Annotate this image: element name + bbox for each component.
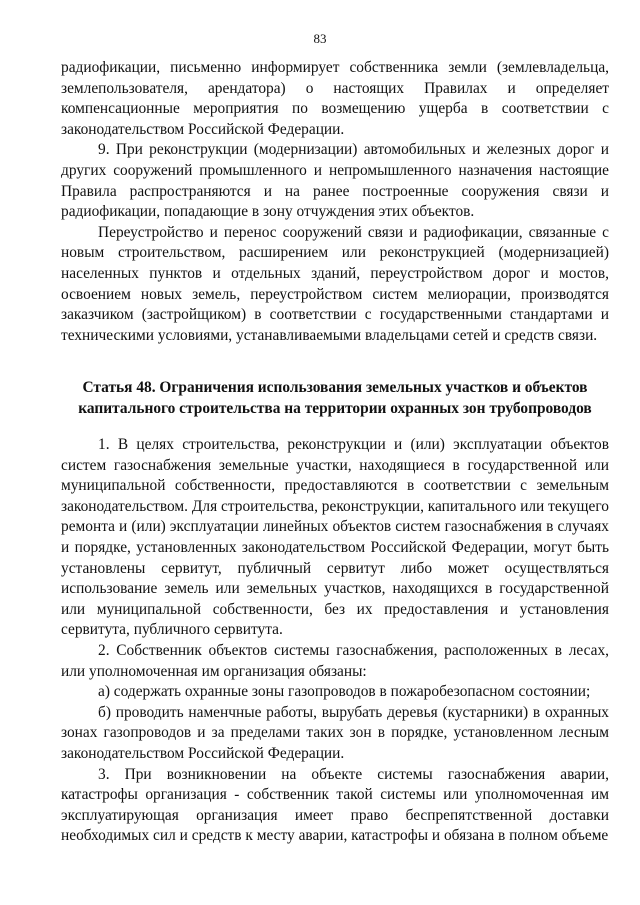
article-heading-line1: Статья 48. Ограничения использования земельных участков и объектов xyxy=(82,379,588,396)
article-heading-line2: капитального строительства на территории охранных зон трубопроводов xyxy=(78,399,592,417)
article-paragraph-2b: б) проводить наменчные работы, вырубать деревья (кустарники) в охранных зонах газопроводов и за пределами таких зон в порядке, установленном лесным законодательством Российской Федерации. xyxy=(61,703,609,762)
article-paragraph-1: 1. В целях строительства, реконструкции и (или) эксплуатации объектов систем газоснабжения земельные участки, находящиеся в государственной или муниципальной собственности, предоставляются в соответствии с земельным законодательством. Для строительства, реконструкции, капитального или текущего ремонта и (или) эксплуатации линейных объектов систем газоснабжения в случаях и порядке, установленных законодательством Российской Федерации, могут быть установлены сервитут, публичный сервитут либо может осуществляться использование земель или земельных участков, находящихся в государственной или муниципальной собственности, без их предоставления и установления сервитута, публичного сервитута. xyxy=(61,436,609,639)
paragraph-continuation: радиофикации, письменно информирует собственника земли (землевладельца, землепользователя, арендатора) о настоящих Правилах и определяет компенсационные мероприятия по возмещению ущерба в соответствии с законодательством Российской Федерации. xyxy=(61,59,609,138)
page-number: 83 xyxy=(313,31,327,46)
article-paragraph-2: 2. Собственник объектов системы газоснабжения, расположенных в лесах, или уполномоченная им организация обязаны: xyxy=(61,641,609,680)
paragraph-reconstruction: Переустройство и перенос сооружений связи и радиофикации, связанные с новым строительством, расширением или реконструкцией (модернизацией) населенных пунктов и отдельных зданий, переустройством дорог и мостов, освоением новых земель, переустройством систем мелиорации, производятся заказчиком (застройщиком) в соответствии с государственными стандартами и техническими условиями, устанавливаемыми владельцами сетей и средств связи. xyxy=(61,223,609,344)
paragraph-item-9: 9. При реконструкции (модернизации) автомобильных и железных дорог и других сооружений промышленного и непромышленного назначения настоящие Правила распространяются и на ранее построенные сооружения связи и радиофикации, попадающие в зону отчуждения этих объектов. xyxy=(61,141,609,221)
article-paragraph-3: 3. При возникновении на объекте системы газоснабжения аварии, катастрофы организация - собственник такой системы или уполномоченная им эксплуатирующая организация имеет право беспрепятственной доставки необходимых сил и средств к месту аварии, катастрофы и обязана в полном объеме xyxy=(61,765,609,845)
top-section xyxy=(61,58,609,346)
article-paragraph-2a: а) содержать охранные зоны газопроводов в пожаробезопасном состоянии; xyxy=(98,683,591,701)
article-heading xyxy=(61,378,609,419)
article-body xyxy=(61,435,609,847)
